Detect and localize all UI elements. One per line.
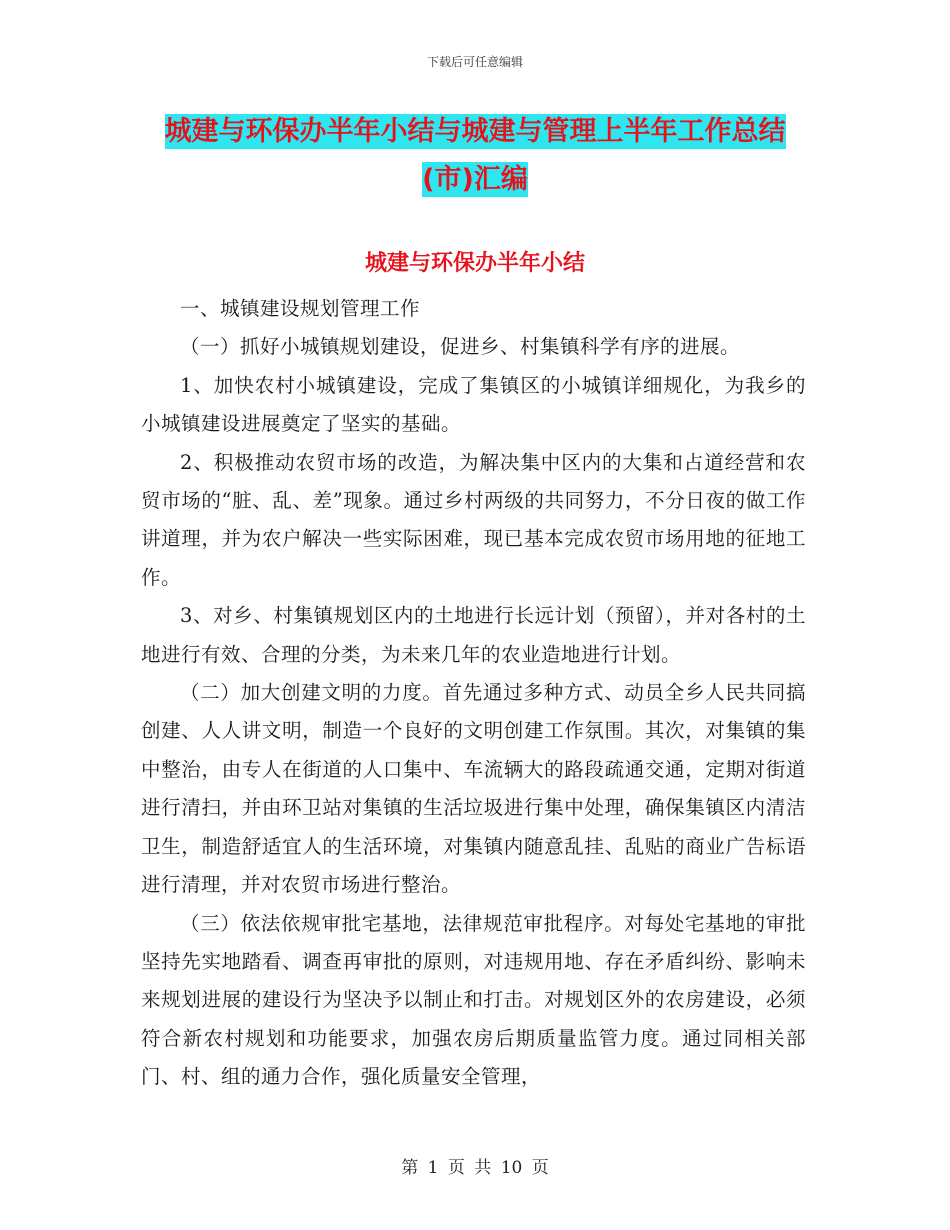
document-title [140, 108, 810, 204]
title-line-1: 城建与环保办半年小结与城建与管理上半年工作总结 [164, 116, 786, 147]
page-number: 第 1 页 共 10 页 [401, 1158, 549, 1178]
paragraph-item-2: 2、积极推动农贸市场的改造，为解决集中区内的大集和占道经营和农贸市场的“脏、乱、差”现象。通过乡村两级的共同努力，不分日夜的做工作讲道理，并为农户解决一些实际困难，现已基本完成农贸市场用地的征地工作。 [141, 450, 806, 589]
header-note: 下载后可任意编辑 [426, 55, 523, 69]
paragraph-civilization: （二）加大创建文明的力度。首先通过多种方式、动员全乡人民共同搞创建、人人讲文明，制造一个良好的文明创建工作氛围。其次，对集镇的集中整治，由专人在街道的人口集中、车流辆大的路段疏通交通，定期对街道进行清扫，并由环卫站对集镇的生活垃圾进行集中处理，确保集镇区内清洁卫生，制造舒适宜人的生活环境，对集镇内随意乱挂、乱贴的商业广告标语进行清理，并对农贸市场进行整治。 [141, 681, 806, 897]
heading-urban-planning: 一、城镇建设规划管理工作 [180, 297, 421, 320]
subheading-small-town-planning: （一）抓好小城镇规划建设，促进乡、村集镇科学有序的进展。 [180, 335, 741, 359]
section-title: 城建与环保办半年小结 [364, 251, 585, 276]
paragraph-item-1: 1、加快农村小城镇建设，完成了集镇区的小城镇详细规化，为我乡的小城镇建设进展奠定了坚实的基础。 [141, 373, 806, 436]
title-line-2: (市)汇编 [422, 164, 528, 195]
document-body [141, 290, 806, 1097]
paragraph-item-3: 3、对乡、村集镇规划区内的土地进行长远计划（预留），并对各村的土地进行有效、合理的分类，为未来几年的农业造地进行计划。 [141, 604, 806, 666]
paragraph-homestead-approval: （三）依法依规审批宅基地，法律规范审批程序。对每处宅基地的审批坚持先实地踏看、调查再审批的原则，对违规用地、存在矛盾纠纷、影响未来规划进展的建设行为坚决予以制止和打击。对规划区外的农房建设，必须符合新农村规划和功能要求，加强农房后期质量监管力度。通过同相关部门、村、组的通力合作，强化质量安全管理， [141, 911, 806, 1089]
